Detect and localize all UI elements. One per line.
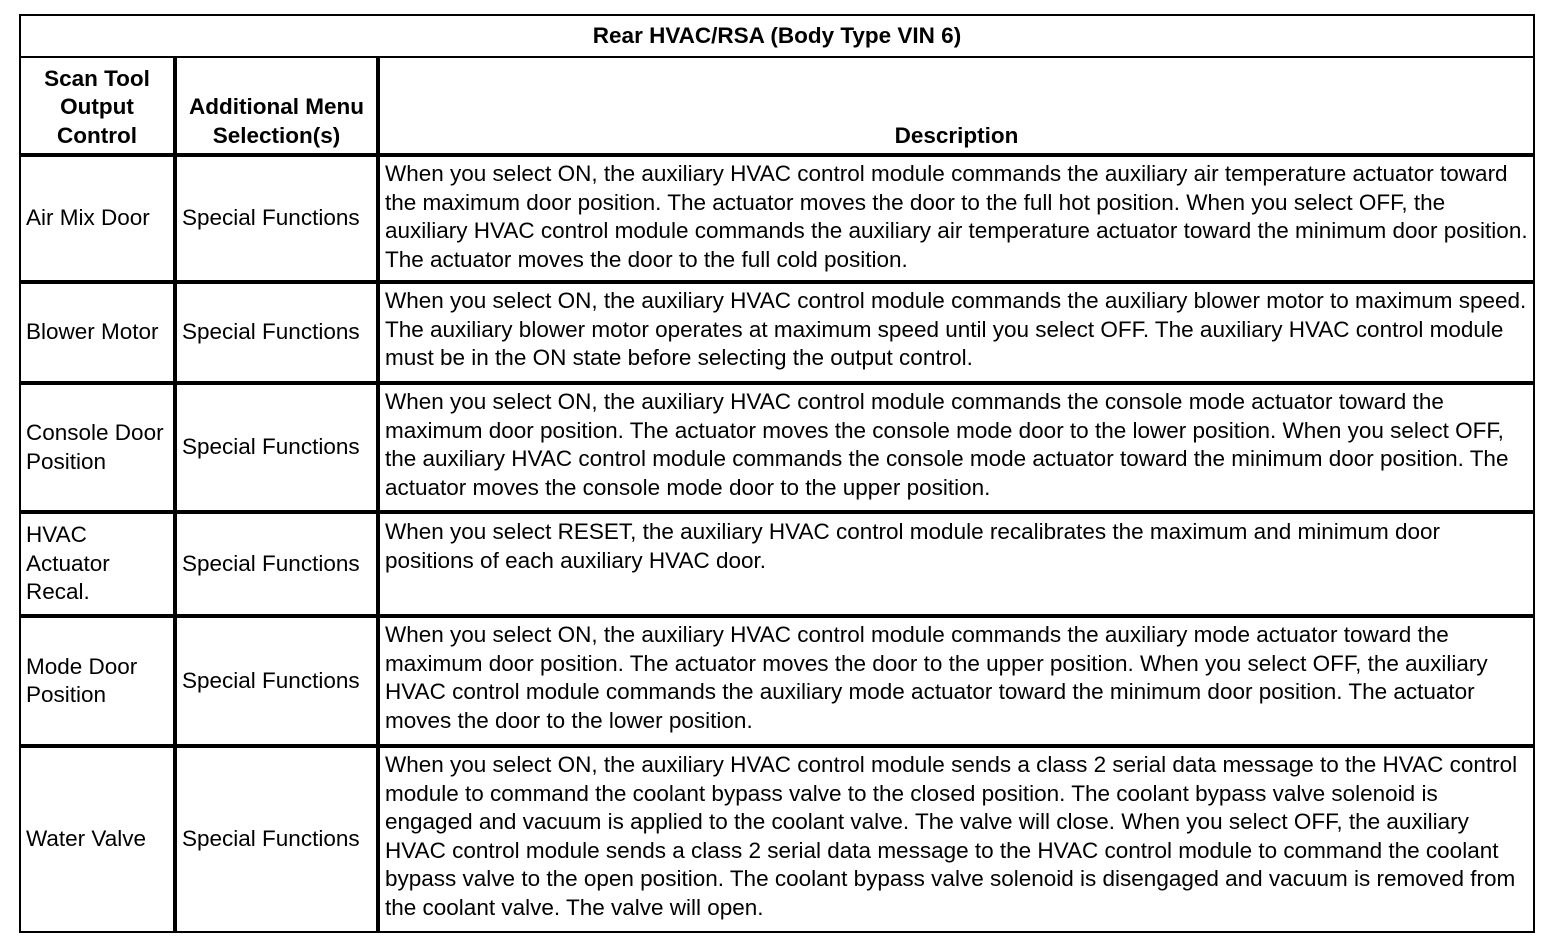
output-control-cell: Console Door Position: [20, 383, 175, 512]
header-additional-menu-selections: Additional Menu Selection(s): [175, 57, 378, 155]
description-cell: When you select ON, the auxiliary HVAC control module commands the auxiliary air temperature actuator toward the maximum door position. The actuator moves the door to the full hot position. When you select OFF, the auxiliary HVAC control module commands the auxiliary air temperature actuator toward the minimum door position. The actuator moves the door to the full cold position.: [378, 155, 1534, 282]
table-row: [20, 512, 1534, 616]
hvac-output-control-table: [19, 14, 1535, 933]
menu-selection-cell: Special Functions: [175, 282, 378, 383]
description-cell: When you select ON, the auxiliary HVAC control module commands the console mode actuator toward the maximum door position. The actuator moves the console mode door to the lower position. When you select OFF, the auxiliary HVAC control module commands the console mode actuator toward the minimum door position. The actuator moves the console mode door to the upper position.: [378, 383, 1534, 512]
table-row: [20, 383, 1534, 512]
output-control-cell: Mode Door Position: [20, 616, 175, 746]
menu-selection-cell: Special Functions: [175, 512, 378, 616]
description-cell: When you select ON, the auxiliary HVAC control module sends a class 2 serial data message to the HVAC control module to command the coolant bypass valve to the closed position. The coolant bypass valve solenoid is engaged and vacuum is applied to the coolant valve. The valve will close. When you select OFF, the auxiliary HVAC control module sends a class 2 serial data message to the HVAC control module to command the coolant bypass valve to the open position. The coolant bypass valve solenoid is disengaged and vacuum is removed from the coolant valve. The valve will open.: [378, 746, 1534, 932]
output-control-cell: Water Valve: [20, 746, 175, 932]
table-row: [20, 746, 1534, 932]
header-scan-tool-output-control: Scan Tool Output Control: [20, 57, 175, 155]
table-row: [20, 282, 1534, 383]
table-title: Rear HVAC/RSA (Body Type VIN 6): [20, 15, 1534, 57]
output-control-cell: Air Mix Door: [20, 155, 175, 282]
table-row: [20, 616, 1534, 746]
table-row: [20, 155, 1534, 282]
description-cell: When you select ON, the auxiliary HVAC control module commands the auxiliary mode actuator toward the maximum door position. The actuator moves the door to the upper position. When you select OFF, the auxiliary HVAC control module commands the auxiliary mode actuator toward the minimum door position. The actuator moves the door to the lower position.: [378, 616, 1534, 746]
table-title-row: [20, 15, 1534, 57]
menu-selection-cell: Special Functions: [175, 746, 378, 932]
table-header-row: [20, 57, 1534, 155]
output-control-cell: Blower Motor: [20, 282, 175, 383]
menu-selection-cell: Special Functions: [175, 155, 378, 282]
description-cell: When you select RESET, the auxiliary HVAC control module recalibrates the maximum and minimum door positions of each auxiliary HVAC door.: [378, 512, 1534, 616]
menu-selection-cell: Special Functions: [175, 383, 378, 512]
description-cell: When you select ON, the auxiliary HVAC control module commands the auxiliary blower motor to maximum speed. The auxiliary blower motor operates at maximum speed until you select OFF. The auxiliary HVAC control module must be in the ON state before selecting the output control.: [378, 282, 1534, 383]
menu-selection-cell: Special Functions: [175, 616, 378, 746]
header-description: Description: [378, 57, 1534, 155]
output-control-cell: HVAC Actuator Recal.: [20, 512, 175, 616]
